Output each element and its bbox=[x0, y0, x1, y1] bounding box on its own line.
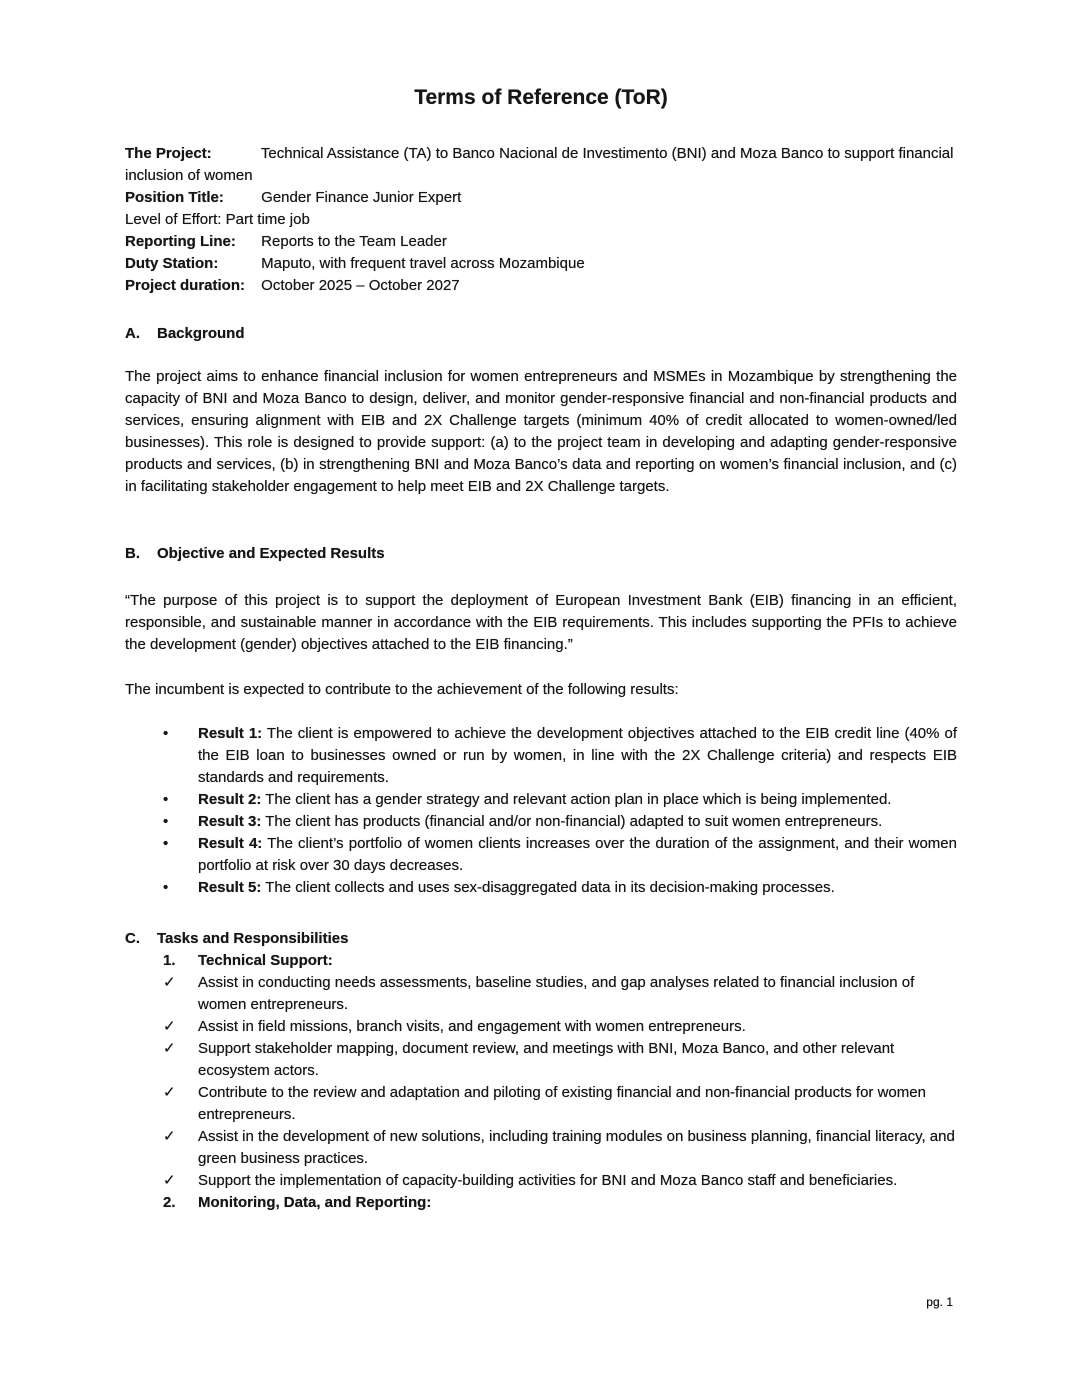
meta-label: Level of Effort: bbox=[125, 211, 222, 228]
bullet-icon: • bbox=[163, 813, 169, 830]
section-objective bbox=[125, 543, 957, 899]
result-prefix: Result 1: bbox=[198, 725, 263, 742]
bullet-icon: • bbox=[163, 879, 169, 896]
subsection-number: 1. bbox=[163, 952, 176, 969]
result-text bbox=[198, 789, 957, 811]
section-title: Objective and Expected Results bbox=[157, 545, 385, 562]
subsection-heading-monitoring bbox=[125, 1192, 957, 1214]
objective-quote-paragraph: “The purpose of this project is to support the deployment of European Investment Bank (EIB) financing in an efficient, responsible, and sustainable manner in accordance with the EIB requirements. This includes supporting the PFIs to achieve the development (gender) objectives attached to the EIB financing.” bbox=[125, 592, 957, 653]
checkmark-icon: ✓ bbox=[163, 1084, 176, 1101]
result-body: The client has products (financial and/or non-financial) adapted to suit women entrepreneurs. bbox=[265, 813, 883, 830]
meta-label: Project duration: bbox=[125, 277, 246, 294]
result-body: The client is empowered to achieve the development objectives attached to the EIB credit line (40% of the EIB loan to businesses owned or run by women, in line with the 2X Challenge criteria) and respects EIB standards and requirements. bbox=[198, 725, 957, 786]
list-item-result-1 bbox=[125, 723, 957, 789]
meta-field-level-of-effort bbox=[125, 209, 957, 231]
page-number: pg. 1 bbox=[926, 1295, 953, 1309]
task-text: Assist in field missions, branch visits, and engagement with women entrepreneurs. bbox=[198, 1018, 746, 1035]
task-text: Support stakeholder mapping, document review, and meetings with BNI, Moza Banco, and other relevant ecosystem actors. bbox=[198, 1040, 895, 1079]
meta-block bbox=[125, 143, 957, 297]
subsection-title: Technical Support: bbox=[198, 952, 333, 969]
list-item-task-5 bbox=[125, 1126, 957, 1170]
section-heading-objective bbox=[125, 543, 957, 565]
list-item-result-4 bbox=[125, 833, 957, 877]
result-prefix: Result 3: bbox=[198, 813, 262, 830]
meta-value: Gender Finance Junior Expert bbox=[261, 189, 462, 206]
subsection-number: 2. bbox=[163, 1194, 176, 1211]
meta-label: Position Title: bbox=[125, 189, 224, 206]
meta-label: The Project: bbox=[125, 145, 212, 162]
meta-label: Duty Station: bbox=[125, 255, 219, 272]
checkmark-icon: ✓ bbox=[163, 1128, 176, 1145]
meta-field-project-duration bbox=[125, 275, 957, 297]
task-text: Contribute to the review and adaptation and piloting of existing financial and non-financial products for women entrepreneurs. bbox=[198, 1084, 926, 1123]
list-item-result-2 bbox=[125, 789, 957, 811]
results-list bbox=[125, 723, 957, 899]
bullet-icon: • bbox=[163, 835, 169, 852]
section-background bbox=[125, 323, 957, 498]
result-prefix: Result 4: bbox=[198, 835, 263, 852]
section-letter: C. bbox=[125, 930, 140, 947]
list-item-task-3 bbox=[125, 1038, 957, 1082]
result-text bbox=[198, 723, 957, 789]
checkmark-icon: ✓ bbox=[163, 974, 176, 991]
list-item-result-5 bbox=[125, 877, 957, 899]
section-heading-background bbox=[125, 323, 957, 345]
meta-value: Reports to the Team Leader bbox=[261, 233, 447, 250]
task-text: Support the implementation of capacity-building activities for BNI and Moza Banco staff and beneficiaries. bbox=[198, 1172, 898, 1189]
section-title: Tasks and Responsibilities bbox=[157, 930, 349, 947]
task-text: Assist in conducting needs assessments, baseline studies, and gap analyses related to financial inclusion of women entrepreneurs. bbox=[198, 974, 915, 1013]
task-text: Assist in the development of new solutions, including training modules on business planning, financial literacy, and green business practices. bbox=[198, 1128, 955, 1167]
checkmark-icon: ✓ bbox=[163, 1018, 176, 1035]
meta-value: October 2025 – October 2027 bbox=[261, 277, 460, 294]
bullet-icon: • bbox=[163, 791, 169, 808]
objective-intro-paragraph: The incumbent is expected to contribute to the achievement of the following results: bbox=[125, 681, 679, 698]
section-letter: B. bbox=[125, 545, 140, 562]
section-letter: A. bbox=[125, 325, 140, 342]
result-text bbox=[198, 811, 957, 833]
result-text bbox=[198, 877, 957, 899]
list-item-task-6 bbox=[125, 1170, 957, 1192]
result-prefix: Result 5: bbox=[198, 879, 262, 896]
meta-field-reporting-line bbox=[125, 231, 957, 253]
tasks-checklist bbox=[125, 972, 957, 1192]
checkmark-icon: ✓ bbox=[163, 1040, 176, 1057]
result-text bbox=[198, 833, 957, 877]
result-body: The client collects and uses sex-disaggregated data in its decision-making processes. bbox=[265, 879, 835, 896]
subsection-title: Monitoring, Data, and Reporting: bbox=[198, 1194, 432, 1211]
page-title: Terms of Reference (ToR) bbox=[414, 86, 668, 109]
meta-value: Maputo, with frequent travel across Mozambique bbox=[261, 255, 585, 272]
meta-field-project bbox=[125, 143, 957, 187]
result-body: The client has a gender strategy and relevant action plan in place which is being implemented. bbox=[265, 791, 892, 808]
checkmark-icon: ✓ bbox=[163, 1172, 176, 1189]
background-paragraph: The project aims to enhance financial inclusion for women entrepreneurs and MSMEs in Mozambique by strengthening the capacity of BNI and Moza Banco to design, deliver, and monitor gender-responsive financial and non-financial products and services, ensuring alignment with EIB and 2X Challenge targets (minimum 40% of credit allocated to women-owned/led businesses). This role is designed to provide support: (a) to the project team in developing and adapting gender-responsive products and services, (b) in strengthening BNI and Moza Banco’s data and reporting on women’s financial inclusion, and (c) in facilitating stakeholder engagement to help meet EIB and 2X Challenge targets. bbox=[125, 368, 957, 495]
meta-field-duty-station bbox=[125, 253, 957, 275]
meta-label: Reporting Line: bbox=[125, 233, 236, 250]
meta-field-position-title bbox=[125, 187, 957, 209]
section-title: Background bbox=[157, 325, 245, 342]
result-body: The client’s portfolio of women clients increases over the duration of the assignment, and their women portfolio at risk over 30 days decreases. bbox=[198, 835, 957, 874]
subsection-heading-technical-support bbox=[125, 950, 957, 972]
list-item-task-4 bbox=[125, 1082, 957, 1126]
bullet-icon: • bbox=[163, 725, 169, 742]
list-item-task-1 bbox=[125, 972, 957, 1016]
result-prefix: Result 2: bbox=[198, 791, 262, 808]
meta-value: Part time job bbox=[225, 211, 310, 228]
section-heading-tasks bbox=[125, 928, 957, 950]
list-item-task-2 bbox=[125, 1016, 957, 1038]
meta-value: Technical Assistance (TA) to Banco Nacional de Investimento (BNI) and Moza Banco to support financial inclusion of women bbox=[125, 145, 954, 184]
list-item-result-3 bbox=[125, 811, 957, 833]
section-tasks bbox=[125, 928, 957, 1214]
